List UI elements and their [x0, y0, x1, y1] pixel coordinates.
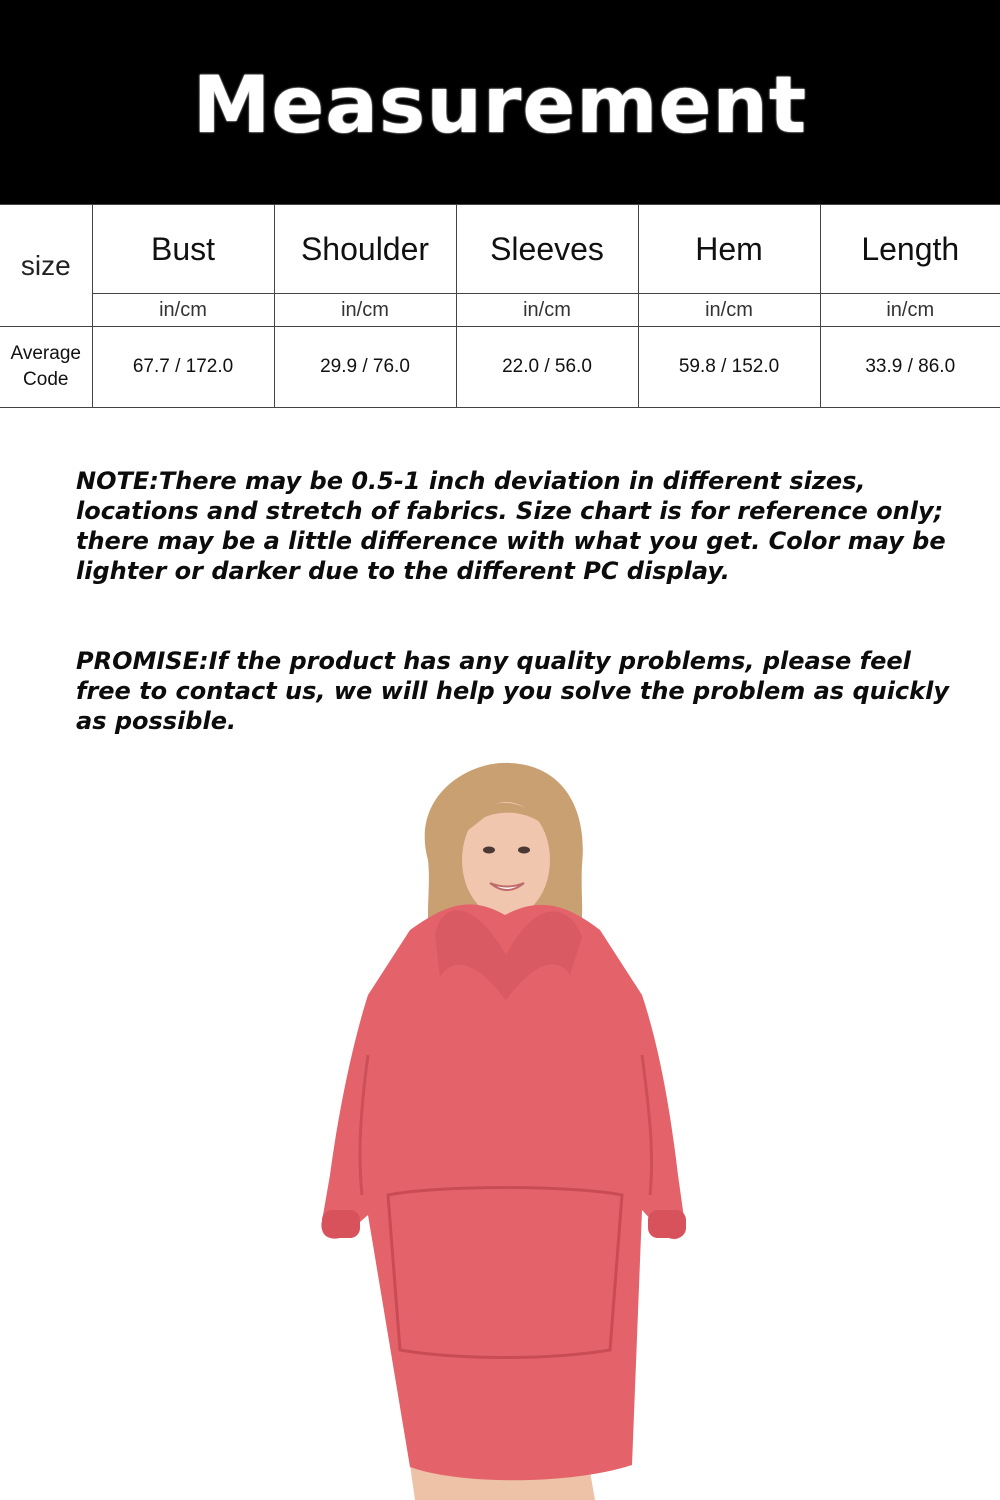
- size-chart-table: [0, 204, 1000, 408]
- value-sleeves: 22.0 / 56.0: [456, 327, 638, 408]
- unit-cell: in/cm: [92, 294, 274, 327]
- page-title: Measurement: [192, 61, 808, 151]
- value-bust: 67.7 / 172.0: [92, 327, 274, 408]
- promise-text: PROMISE:If the product has any quality problems, please feel free to contact us, we will help you solve the problem as quickly as possible.: [76, 647, 949, 735]
- measurement-banner: [0, 0, 1000, 204]
- value-hem: 59.8 / 152.0: [638, 327, 820, 408]
- table-row: [0, 327, 1000, 408]
- column-header-length: Length: [820, 205, 1000, 294]
- column-header-hem: Hem: [638, 205, 820, 294]
- column-header-bust: Bust: [92, 205, 274, 294]
- table-units-row: [0, 294, 1000, 327]
- value-shoulder: 29.9 / 76.0: [274, 327, 456, 408]
- note-text: NOTE:There may be 0.5-1 inch deviation in different sizes, locations and stretch of fabrics. Size chart is for reference only; there may be a little difference with what you get. Color may be lighter or darker due to the different PC display.: [76, 467, 946, 585]
- column-header-shoulder: Shoulder: [274, 205, 456, 294]
- unit-cell: in/cm: [820, 294, 1000, 327]
- value-length: 33.9 / 86.0: [820, 327, 1000, 408]
- model-hoodie-photo: [270, 755, 730, 1500]
- unit-cell: in/cm: [456, 294, 638, 327]
- table-header-row: [0, 205, 1000, 294]
- unit-cell: in/cm: [274, 294, 456, 327]
- unit-cell: in/cm: [638, 294, 820, 327]
- size-label: size: [0, 205, 92, 327]
- column-header-sleeves: Sleeves: [456, 205, 638, 294]
- row-label-average-code: Average Code: [0, 327, 92, 408]
